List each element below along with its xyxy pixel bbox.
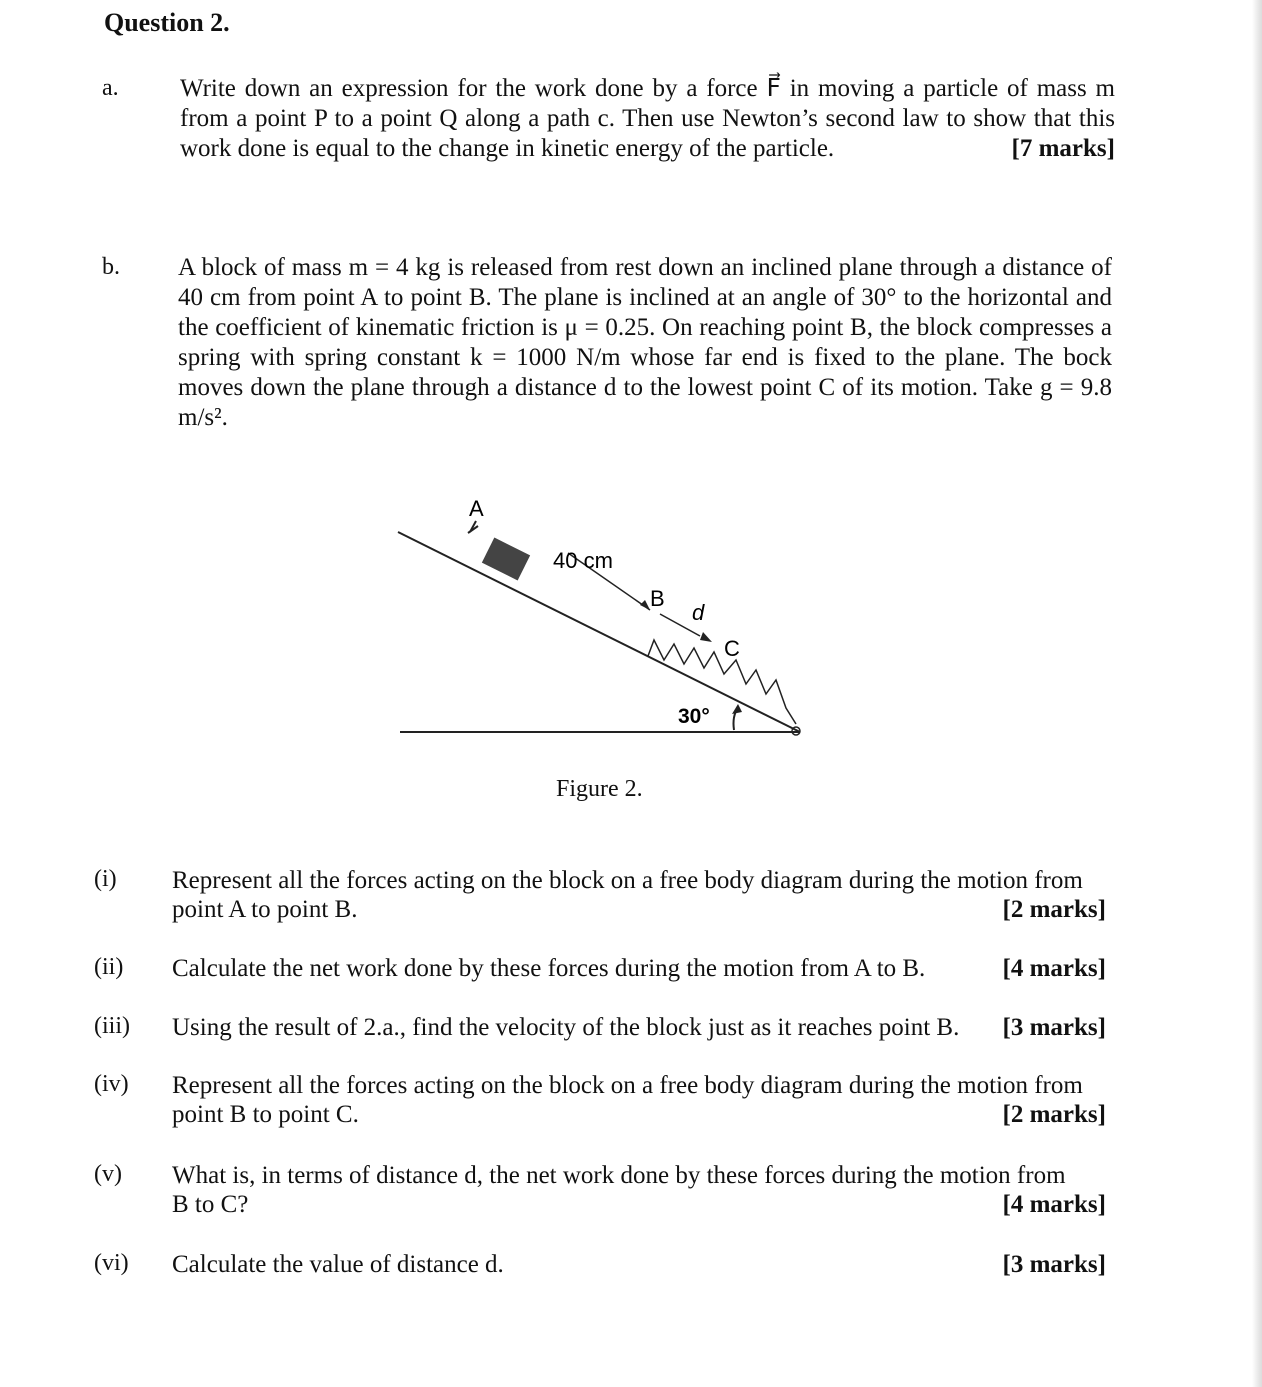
angle-label: 30° [678,705,710,728]
sub-ii-label: (ii) [94,954,124,980]
part-a-label: a. [102,75,119,101]
point-c-label: C [724,636,740,661]
sub-i-text [172,866,1106,924]
sub-v-line1: What is, in terms of distance d, the net work done by these forces during the motion from [172,1162,1066,1189]
sub-iii-text [172,1013,1106,1042]
sub-iv-line1: Represent all the forces acting on the block on a free body diagram during the motion from [172,1072,1083,1099]
sub-vi-label: (vi) [94,1250,129,1276]
sub-iv-label: (iv) [94,1071,129,1097]
angle-arrow-head [732,704,742,714]
sub-i-line2: point A to point B. [172,896,358,923]
figure-caption: Figure 2. [556,776,643,802]
block-shape [482,538,530,581]
sub-iv-text [172,1071,1106,1129]
sub-i-label: (i) [94,866,117,892]
part-a-body: Write down an expression for the work done by a force F⃗ in moving a particle of mass m from a point P to a point Q along a path c. Then use Newton’s second law to show that this work done is equal to the change in kinetic energy of the particle. [180,75,1115,162]
d-label: d [692,600,705,625]
sub-vi-line1: Calculate the value of distance d. [172,1251,504,1278]
sub-i-marks: [2 marks] [1002,896,1106,923]
part-b-label: b. [102,254,120,280]
sub-v-marks: [4 marks] [1002,1191,1106,1218]
sub-vi-marks: [3 marks] [1002,1251,1106,1278]
distance-arrow-head [640,600,650,610]
sub-iii-label: (iii) [94,1013,130,1039]
sub-iv-marks: [2 marks] [1002,1101,1106,1128]
question-title: Question 2. [104,8,230,37]
point-a-label: A [469,496,484,521]
sub-v-label: (v) [94,1161,122,1187]
sub-iii-line1: Using the result of 2.a., find the velocity of the block just as it reaches point B. [172,1014,960,1041]
sub-ii-line1: Calculate the net work done by these forces during the motion from A to B. [172,955,926,982]
sub-iii-marks: [3 marks] [1002,1014,1106,1041]
spring-coil [648,640,796,724]
distance-label: 40 cm [553,548,613,573]
sub-v-line2: B to C? [172,1191,249,1218]
part-b-text: A block of mass m = 4 kg is released from rest down an inclined plane through a distance of 40 cm from point A to point B. The plane is inclined at an angle of 30° to the horizontal and the coefficient of kinematic friction is μ = 0.25. On reaching point B, the block compresses a spring with spring constant k = 1000 N/m whose far end is fixed to the plane. The bock moves down the plane through a distance d to the lowest point C of its motion. Take g = 9.8 m/s². [178,254,1112,431]
sub-ii-marks: [4 marks] [1002,955,1106,982]
sub-iv-line2: point B to point C. [172,1101,359,1128]
part-a-marks: [7 marks] [1011,135,1115,162]
point-b-label: B [650,586,665,611]
sub-i-line1: Represent all the forces acting on the block on a free body diagram during the motion from [172,867,1083,894]
sub-v-text [172,1161,1106,1219]
sub-vi-text [172,1250,1106,1279]
d-arrow-head [700,632,712,642]
sub-ii-text [172,954,1106,983]
